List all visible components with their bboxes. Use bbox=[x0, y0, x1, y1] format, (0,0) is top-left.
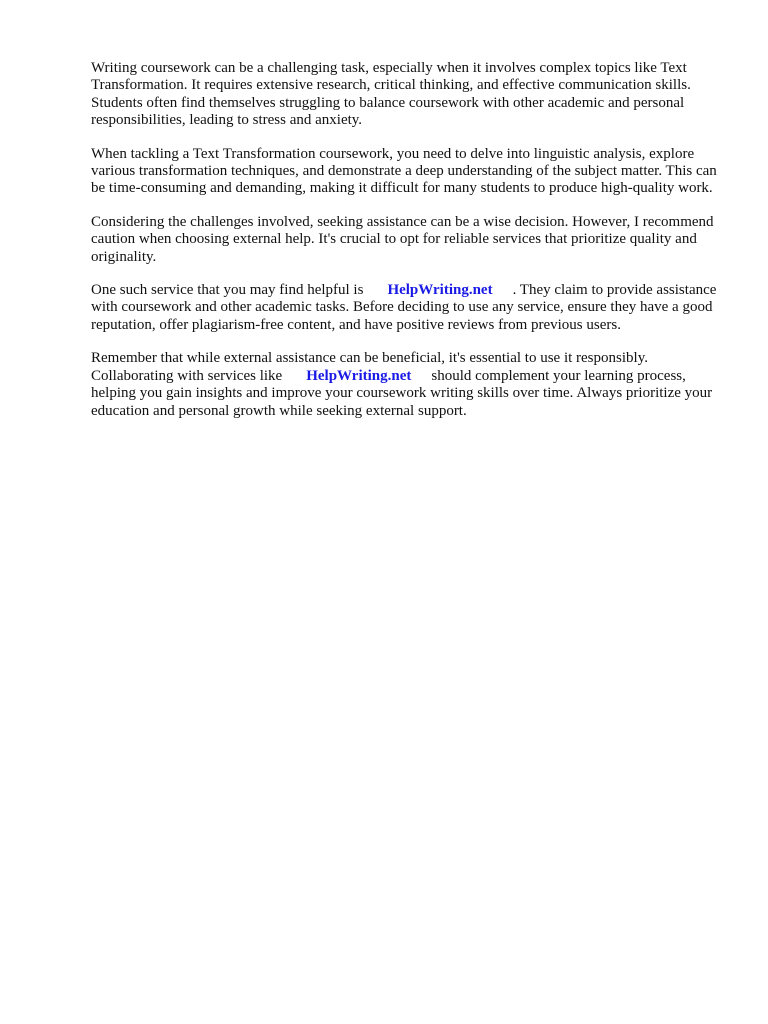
paragraph-remember-before: Remember that while external assistance can be beneficial, it's essential to use it responsibly. Collaborating with services like bbox=[91, 350, 648, 384]
helpwriting-link[interactable]: HelpWriting.net bbox=[387, 282, 493, 299]
paragraph-assistance: Considering the challenges involved, seeking assistance can be a wise decision. However, I recommend caution when choosing external help. It's crucial to opt for reliable services that prioritize quality and originality. bbox=[91, 213, 714, 265]
paragraph-remember-after: should complement your learning process, helping you gain insights and improve your coursework writing skills over time. Always prioritize your education and personal growth while seeking external support. bbox=[91, 367, 713, 419]
paragraph-remember bbox=[91, 350, 731, 420]
paragraph-service-before: One such service that you may find helpful is bbox=[91, 282, 364, 299]
document-body bbox=[91, 60, 731, 436]
paragraph-tackling: When tackling a Text Transformation coursework, you need to delve into linguistic analysis, explore various transformation techniques, and demonstrate a deep understanding of the subject matter. This can be time-consuming and demanding, making it difficult for many students to produce high-quality work. bbox=[91, 145, 717, 197]
helpwriting-link-2[interactable]: HelpWriting.net bbox=[306, 367, 412, 384]
paragraph-service-after: . They claim to provide assistance with coursework and other academic tasks. Before deciding to use any service, ensure they have a good reputation, offer plagiarism-free content, and have positive reviews from previous users. bbox=[91, 282, 717, 333]
paragraph-service bbox=[91, 282, 731, 334]
paragraph-intro: Writing coursework can be a challenging task, especially when it involves complex topics like Text Transformation. It requires extensive research, critical thinking, and effective communication skills. Students often find themselves struggling to balance coursework with other academic and personal responsibilities, leading to stress and anxiety. bbox=[91, 60, 691, 129]
